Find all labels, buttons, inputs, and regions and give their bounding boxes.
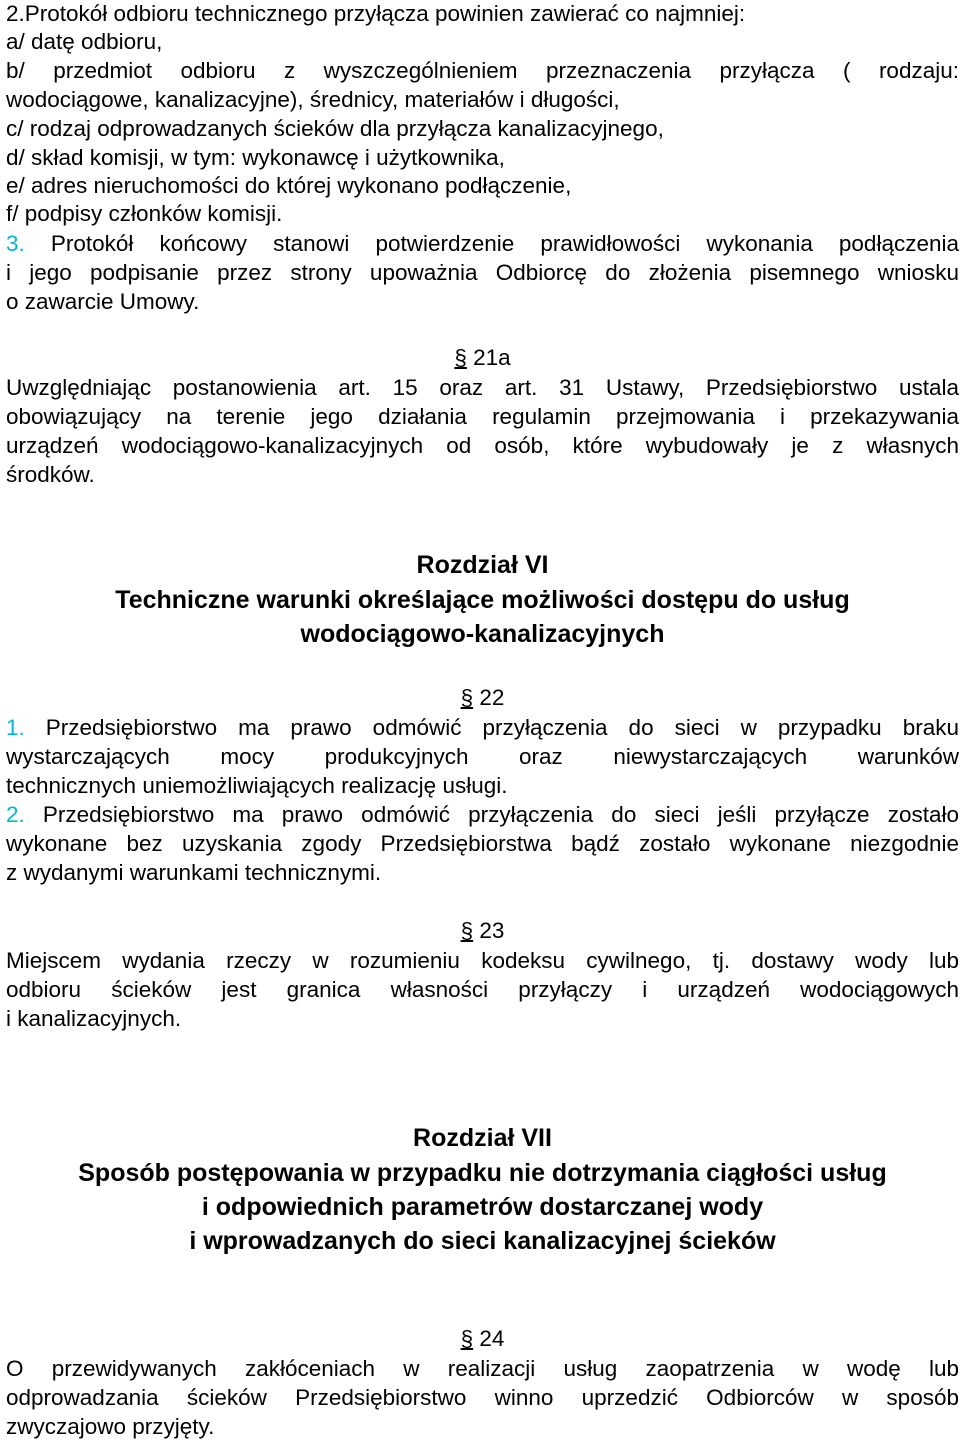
chapter-title: Rozdział VI: [416, 551, 549, 579]
text-line: środków.: [6, 462, 95, 487]
chapter-subtitle: wodociągowo-kanalizacyjnych: [300, 620, 665, 648]
text-line: f/ podpisy członków komisji.: [6, 201, 283, 226]
text-line: [6, 714, 959, 742]
section-heading-21a: [6, 344, 959, 372]
text-line: O przewidywanych zakłóceniach w realizacji usług zaopatrzenia w wodę lub: [6, 1356, 959, 1381]
section-number: 22: [473, 685, 505, 710]
text-line: Miejscem wydania rzeczy w rozumieniu kodeksu cywilnego, tj. dostawy wody lub: [6, 948, 959, 973]
item-number: 1.: [6, 715, 25, 740]
text-span: Protokół końcowy stanowi potwierdzenie prawidłowości wykonania podłączenia: [24, 231, 959, 256]
text-line: z wydanymi warunkami technicznymi.: [6, 860, 382, 885]
text-line: a/ datę odbioru,: [6, 29, 163, 54]
section-symbol: §: [460, 685, 474, 710]
text-span: Uwzględniając postanowienia art. 15 oraz art.: [6, 375, 538, 400]
section-heading-23: [6, 917, 959, 945]
section-symbol: §: [454, 345, 467, 370]
section-number: 21a: [466, 345, 511, 370]
text-line: e/ adres nieruchomości do której wykonano podłączenie,: [6, 173, 572, 198]
item-number: 3.: [6, 231, 25, 256]
section-symbol: §: [460, 1326, 474, 1351]
text-span: Przedsiębiorstwo ma prawo odmówić przyłączenia do sieci jeśli przyłącze zostało: [24, 802, 959, 827]
text-line: wykonane bez uzyskania zgody Przedsiębiorstwa bądź zostało wykonane niezgodnie: [6, 831, 959, 856]
text-line: [6, 374, 959, 402]
text-line: obowiązujący na terenie jego działania regulamin przejmowania i przekazywania: [6, 404, 959, 429]
chapter-subtitle: Sposób postępowania w przypadku nie dotrzymania ciągłości usług: [78, 1159, 887, 1187]
text-line: [6, 801, 959, 829]
text-span: 31 Ustawy, Przedsiębiorstwo ustala: [537, 375, 960, 400]
text-line: zwyczajowo przyjęty.: [6, 1414, 215, 1439]
section-number: 23: [473, 918, 505, 943]
text-span: Przedsiębiorstwo ma prawo odmówić przyłączenia do sieci w przypadku braku: [24, 715, 959, 740]
text-line: c/ rodzaj odprowadzanych ścieków dla przyłącza kanalizacyjnego,: [6, 116, 664, 141]
text-line: i kanalizacyjnych.: [6, 1006, 182, 1031]
text-line: 2.Protokół odbioru technicznego przyłącza powinien zawierać co najmniej:: [6, 1, 746, 26]
text-line: odprowadzania ścieków Przedsiębiorstwo winno uprzedzić Odbiorców w sposób: [6, 1385, 959, 1410]
chapter-title: Rozdział VII: [413, 1124, 552, 1152]
text-line: [6, 230, 959, 258]
text-line: i jego podpisanie przez strony upoważnia Odbiorcę do złożenia pisemnego wniosku: [6, 260, 959, 285]
text-line: d/ skład komisji, w tym: wykonawcę i użytkownika,: [6, 145, 505, 170]
section-number: 24: [473, 1326, 505, 1351]
section-heading-22: [6, 684, 959, 712]
text-line: urządzeń wodociągowo-kanalizacyjnych od osób, które wybudowały je z własnych: [6, 433, 959, 458]
chapter-subtitle: i odpowiednich parametrów dostarczanej wody: [201, 1193, 764, 1221]
chapter-subtitle: Techniczne warunki określające możliwości dostępu do usług: [115, 586, 850, 614]
text-line: wystarczających mocy produkcyjnych oraz niewystarczających warunków: [6, 744, 959, 769]
text-line: wodociągowe, kanalizacyjne), średnicy, materiałów i długości,: [6, 87, 620, 112]
item-number: 2.: [6, 802, 25, 827]
text-line: odbioru ścieków jest granica własności przyłączy i urządzeń wodociągowych: [6, 977, 959, 1002]
text-line: o zawarcie Umowy.: [6, 289, 200, 314]
text-line: b/ przedmiot odbioru z wyszczególnieniem przeznaczenia przyłącza ( rodzaju:: [6, 58, 959, 83]
section-heading-24: [6, 1325, 959, 1353]
chapter-subtitle: i wprowadzanych do sieci kanalizacyjnej ścieków: [189, 1227, 776, 1255]
section-symbol: §: [460, 918, 474, 943]
text-line: technicznych uniemożliwiających realizację usługi.: [6, 773, 508, 798]
